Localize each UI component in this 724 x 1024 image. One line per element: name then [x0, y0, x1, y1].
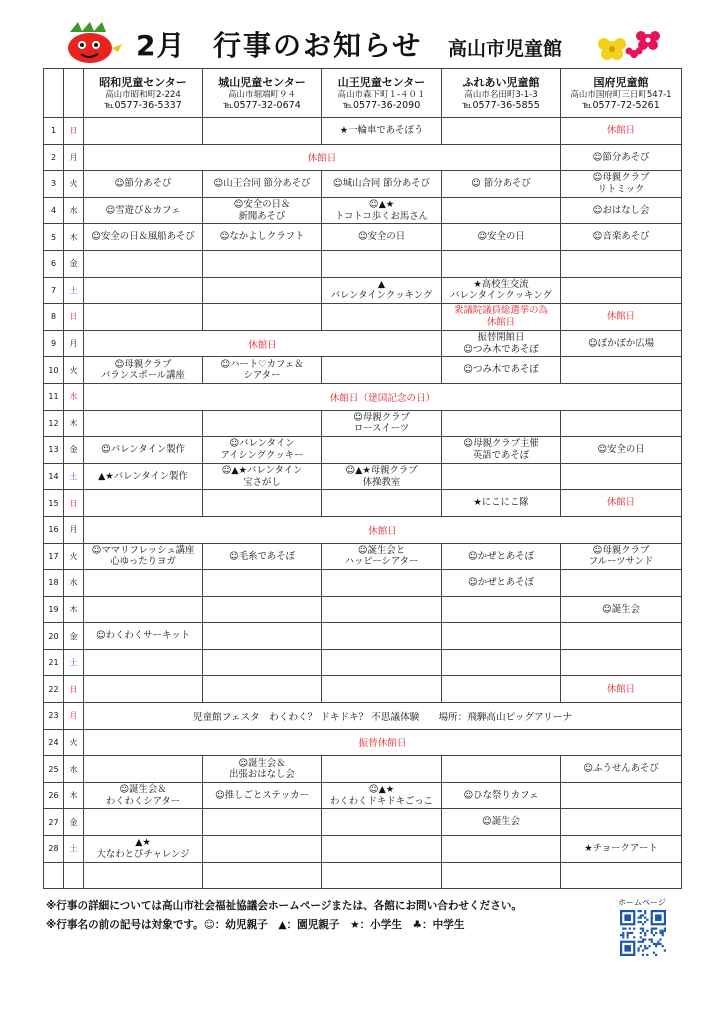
event-cell: 振替開館日 ☺つみ木であそぼ: [442, 330, 561, 357]
date-cell: 18: [44, 570, 64, 597]
event-cell: ☺誕生会＆ 出張おはなし会: [203, 756, 322, 783]
event-cell: [84, 570, 203, 597]
blank-cell: [561, 862, 682, 889]
red-mascot-icon: [58, 22, 128, 64]
blank-cell: [322, 862, 442, 889]
center-address: 高山市名田町3-1-3: [464, 89, 538, 100]
event-cell: ★高校生交流 バレンタインクッキング: [442, 277, 561, 304]
center-tel: ℡0577-36-2090: [342, 99, 421, 111]
table-row: [44, 516, 682, 543]
event-cell: [561, 357, 682, 384]
event-cell: ▲★バレンタイン製作: [84, 463, 203, 490]
event-cell: [84, 676, 203, 703]
center-header: [442, 69, 561, 118]
date-cell: 22: [44, 676, 64, 703]
table-row: [44, 703, 682, 730]
event-cell: [203, 596, 322, 623]
weekday-cell: 木: [64, 410, 84, 437]
event-cell: [561, 623, 682, 650]
table-row: [44, 224, 682, 251]
event-cell: [84, 756, 203, 783]
event-cell: ☺わくわくサーキット: [84, 623, 203, 650]
table-row: [44, 490, 682, 517]
weekday-cell: 土: [64, 463, 84, 490]
event-cell: [203, 118, 322, 145]
event-cell: ☺なかよしクラフト: [203, 224, 322, 251]
event-cell: [322, 357, 442, 384]
span-event-cell: 休館日（建国記念の日）: [84, 383, 682, 410]
center-header: [84, 69, 203, 118]
span-event-cell: 休館日: [84, 144, 561, 171]
table-header-row: [44, 69, 682, 118]
event-cell: [322, 809, 442, 836]
header: [0, 0, 724, 68]
weekday-cell: 火: [64, 357, 84, 384]
event-cell: ☺雪遊び＆カフェ: [84, 197, 203, 224]
weekday-cell: 金: [64, 437, 84, 464]
event-cell: ☺誕生会: [442, 809, 561, 836]
event-cell: ☺▲★母親クラブ 体操教室: [322, 463, 442, 490]
date-cell: 13: [44, 437, 64, 464]
table-row: [44, 809, 682, 836]
center-address: 高山市昭和町2-224: [105, 89, 181, 100]
event-cell: ☺▲★ わくわくドキドキごっこ: [322, 782, 442, 809]
weekday-cell: 月: [64, 703, 84, 730]
date-cell: 10: [44, 357, 64, 384]
event-cell: [203, 410, 322, 437]
event-cell: ☺誕生会＆ わくわくシアター: [84, 782, 203, 809]
event-cell: [442, 410, 561, 437]
date-cell: 5: [44, 224, 64, 251]
event-cell: 休館日: [561, 304, 682, 331]
center-address: 高山市国府町三日町547-1: [570, 89, 672, 100]
center-name: 山王児童センター: [337, 75, 426, 89]
event-cell: ★一輪車であそぼう: [322, 118, 442, 145]
weekday-cell: 木: [64, 224, 84, 251]
event-cell: [322, 676, 442, 703]
date-cell: 24: [44, 729, 64, 756]
table-row: [44, 118, 682, 145]
event-cell: [203, 836, 322, 863]
event-cell: [561, 463, 682, 490]
event-cell: ▲ バレンタインクッキング: [322, 277, 442, 304]
event-cell: ▲★ 大なわとびチャレンジ: [84, 836, 203, 863]
table-row: [44, 383, 682, 410]
event-cell: [203, 623, 322, 650]
event-cell: [84, 410, 203, 437]
event-cell: ☺バレンタイン アイシングクッキー: [203, 437, 322, 464]
event-cell: ☺節分あそび: [561, 144, 682, 171]
blank-cell: [44, 862, 64, 889]
event-cell: [84, 809, 203, 836]
event-cell: [561, 250, 682, 277]
center-tel: ℡0577-72-5261: [582, 99, 660, 111]
event-cell: ☺誕生会と ハッピーシアター: [322, 543, 442, 570]
event-cell: [561, 809, 682, 836]
event-cell: ☺ママリフレッシュ講座 心ゆったりヨガ: [84, 543, 203, 570]
event-cell: [442, 836, 561, 863]
details-note: ※行事の詳細については高山市社会福祉協議会ホームページまたは、各館にお問い合わせください。: [46, 900, 522, 912]
date-cell: 21: [44, 649, 64, 676]
date-cell: 9: [44, 330, 64, 357]
date-cell: 8: [44, 304, 64, 331]
weekday-cell: 水: [64, 570, 84, 597]
event-cell: [203, 570, 322, 597]
event-cell: [84, 118, 203, 145]
date-cell: 7: [44, 277, 64, 304]
table-row: [44, 570, 682, 597]
center-header: [203, 69, 322, 118]
blank-cell: [84, 862, 203, 889]
event-cell: [322, 437, 442, 464]
weekday-cell: 木: [64, 782, 84, 809]
weekday-cell: 金: [64, 809, 84, 836]
table-row: [44, 862, 682, 889]
event-cell: 休館日: [561, 118, 682, 145]
event-cell: [203, 304, 322, 331]
event-cell: ☺母親クラブ主催 英語であそぼ: [442, 437, 561, 464]
table-row: [44, 596, 682, 623]
event-cell: [561, 570, 682, 597]
table-row: [44, 543, 682, 570]
event-cell: ☺バレンタイン製作: [84, 437, 203, 464]
event-cell: [442, 756, 561, 783]
date-cell: 2: [44, 144, 64, 171]
center-name: 国府児童館: [593, 75, 649, 89]
event-cell: ☺安全の日＆風船あそび: [84, 224, 203, 251]
event-cell: [84, 649, 203, 676]
weekday-cell: 金: [64, 623, 84, 650]
weekday-cell: 土: [64, 277, 84, 304]
event-cell: [322, 623, 442, 650]
center-tel: ℡0577-32-0674: [223, 99, 301, 111]
event-cell: [84, 250, 203, 277]
event-cell: ☺ 節分あそび: [442, 171, 561, 198]
event-cell: ☺かぜとあそぼ: [442, 543, 561, 570]
plum-flowers-icon: [590, 22, 670, 64]
organization-name: 高山市児童館: [448, 38, 563, 60]
weekday-cell: 月: [64, 330, 84, 357]
date-cell: 19: [44, 596, 64, 623]
center-tel: ℡0577-36-5855: [462, 99, 540, 111]
weekday-cell: 月: [64, 144, 84, 171]
event-cell: [322, 756, 442, 783]
event-cell: ☺▲★バレンタイン 宝さがし: [203, 463, 322, 490]
weekday-cell: 土: [64, 836, 84, 863]
date-cell: 27: [44, 809, 64, 836]
event-cell: [442, 623, 561, 650]
event-cell: [322, 570, 442, 597]
event-cell: [322, 596, 442, 623]
event-cell: ☺おはなし会: [561, 197, 682, 224]
page-title: 行事のお知らせ: [213, 29, 423, 62]
event-cell: [322, 304, 442, 331]
weekday-cell: 日: [64, 118, 84, 145]
event-cell: [561, 410, 682, 437]
event-cell: [442, 649, 561, 676]
event-cell: [442, 596, 561, 623]
event-cell: [203, 277, 322, 304]
event-cell: [322, 490, 442, 517]
span-event-cell: 振替休館日: [84, 729, 682, 756]
date-cell: 11: [44, 383, 64, 410]
event-cell: 衆議院議員総選挙の為 休館日: [442, 304, 561, 331]
event-cell: 休館日: [561, 490, 682, 517]
event-cell: ☺安全の日: [322, 224, 442, 251]
weekday-cell: 日: [64, 304, 84, 331]
event-cell: ☺安全の日＆ 新聞あそび: [203, 197, 322, 224]
event-cell: ★にこにこ隊: [442, 490, 561, 517]
event-cell: ☺つみ木であそぼ: [442, 357, 561, 384]
weekday-cell: 月: [64, 516, 84, 543]
event-cell: ☺毛糸であそぼ: [203, 543, 322, 570]
center-tel: ℡0577-36-5337: [104, 99, 182, 111]
event-cell: ☺推しごとステッカー: [203, 782, 322, 809]
event-cell: [442, 676, 561, 703]
date-cell: 3: [44, 171, 64, 198]
event-cell: ☺誕生会: [561, 596, 682, 623]
span-event-cell: 休館日: [84, 330, 442, 357]
event-cell: [203, 649, 322, 676]
event-cell: [322, 836, 442, 863]
table-row: [44, 277, 682, 304]
event-cell: ☺かぜとあそぼ: [442, 570, 561, 597]
event-cell: [84, 304, 203, 331]
event-cell: ☺ぽかぽか広場: [561, 330, 682, 357]
event-cell: [442, 250, 561, 277]
event-cell: 休館日: [561, 676, 682, 703]
event-cell: ☺ひな祭りカフェ: [442, 782, 561, 809]
event-cell: ☺母親クラブ バランスボール講座: [84, 357, 203, 384]
event-cell: [442, 118, 561, 145]
date-header: [44, 69, 64, 118]
event-cell: [84, 596, 203, 623]
date-cell: 17: [44, 543, 64, 570]
center-header: [322, 69, 442, 118]
event-cell: ☺安全の日: [442, 224, 561, 251]
weekday-cell: 日: [64, 490, 84, 517]
date-cell: 14: [44, 463, 64, 490]
event-cell: [203, 490, 322, 517]
event-cell: [561, 277, 682, 304]
event-cell: [561, 649, 682, 676]
date-cell: 28: [44, 836, 64, 863]
event-cell: [203, 676, 322, 703]
event-cell: ☺節分あそび: [84, 171, 203, 198]
event-cell: [561, 782, 682, 809]
weekday-cell: 金: [64, 250, 84, 277]
date-cell: 16: [44, 516, 64, 543]
date-cell: 4: [44, 197, 64, 224]
schedule-body: [44, 118, 682, 889]
event-cell: ☺▲★ トコトコ歩くお馬さん: [322, 197, 442, 224]
event-cell: ★チョークアート: [561, 836, 682, 863]
event-cell: [203, 809, 322, 836]
table-row: [44, 410, 682, 437]
center-name: 昭和児童センター: [99, 75, 187, 89]
table-row: [44, 463, 682, 490]
weekday-cell: 火: [64, 729, 84, 756]
event-cell: [322, 649, 442, 676]
weekday-header: [64, 69, 84, 118]
table-row: [44, 330, 682, 357]
weekday-cell: 火: [64, 543, 84, 570]
blank-cell: [203, 862, 322, 889]
span-event-cell: 児童館フェスタ わくわく？ ドキドキ？ 不思議体験 場所：飛騨高山ビッグアリーナ: [84, 703, 682, 730]
event-cell: ☺山王合同 節分あそび: [203, 171, 322, 198]
table-row: [44, 250, 682, 277]
weekday-cell: 水: [64, 197, 84, 224]
legend-note: ※行事名の前の記号は対象です。☺：幼児親子 ▲：園児親子 ★：小学生 ♣：中学生: [46, 919, 465, 931]
qr-code-icon[interactable]: [620, 910, 666, 956]
table-row: [44, 357, 682, 384]
event-cell: [203, 250, 322, 277]
table-row: [44, 782, 682, 809]
table-row: [44, 171, 682, 198]
center-address: 高山市森下町１-４０１: [337, 89, 426, 100]
blank-cell: [64, 862, 84, 889]
month-title: 2月: [136, 29, 186, 62]
table-row: [44, 623, 682, 650]
table-row: [44, 729, 682, 756]
center-name: ふれあい児童館: [462, 75, 540, 89]
event-cell: [442, 463, 561, 490]
event-cell: [84, 277, 203, 304]
table-row: [44, 836, 682, 863]
date-cell: 15: [44, 490, 64, 517]
date-cell: 6: [44, 250, 64, 277]
event-cell: ☺ふうせんあそび: [561, 756, 682, 783]
table-row: [44, 676, 682, 703]
footer-notes: [46, 897, 606, 935]
date-cell: 20: [44, 623, 64, 650]
weekday-cell: 日: [64, 676, 84, 703]
event-cell: ☺城山合同 節分あそび: [322, 171, 442, 198]
span-event-cell: 休館日: [84, 516, 682, 543]
weekday-cell: 土: [64, 649, 84, 676]
event-cell: ☺母親クラブ フルーツサンド: [561, 543, 682, 570]
table-row: [44, 304, 682, 331]
weekday-cell: 火: [64, 171, 84, 198]
center-header: [561, 69, 682, 118]
event-cell: ☺音楽あそび: [561, 224, 682, 251]
blank-cell: [442, 862, 561, 889]
table-row: [44, 649, 682, 676]
event-cell: [84, 490, 203, 517]
schedule-table: [43, 68, 682, 889]
event-cell: ☺安全の日: [561, 437, 682, 464]
date-cell: 12: [44, 410, 64, 437]
date-cell: 1: [44, 118, 64, 145]
event-cell: ☺母親クラブ ロースイーツ: [322, 410, 442, 437]
event-cell: ☺母親クラブ リトミック: [561, 171, 682, 198]
weekday-cell: 木: [64, 596, 84, 623]
event-cell: ☺ハート♡カフェ＆ シアター: [203, 357, 322, 384]
table-row: [44, 437, 682, 464]
event-cell: [322, 250, 442, 277]
table-row: [44, 756, 682, 783]
table-row: [44, 197, 682, 224]
homepage-label: ホームページ: [618, 898, 666, 907]
center-name: 城山児童センター: [218, 75, 306, 89]
date-cell: 25: [44, 756, 64, 783]
table-row: [44, 144, 682, 171]
weekday-cell: 水: [64, 756, 84, 783]
center-address: 高山市堀端町９４: [227, 89, 296, 100]
weekday-cell: 水: [64, 383, 84, 410]
date-cell: 23: [44, 703, 64, 730]
event-cell: [442, 197, 561, 224]
date-cell: 26: [44, 782, 64, 809]
